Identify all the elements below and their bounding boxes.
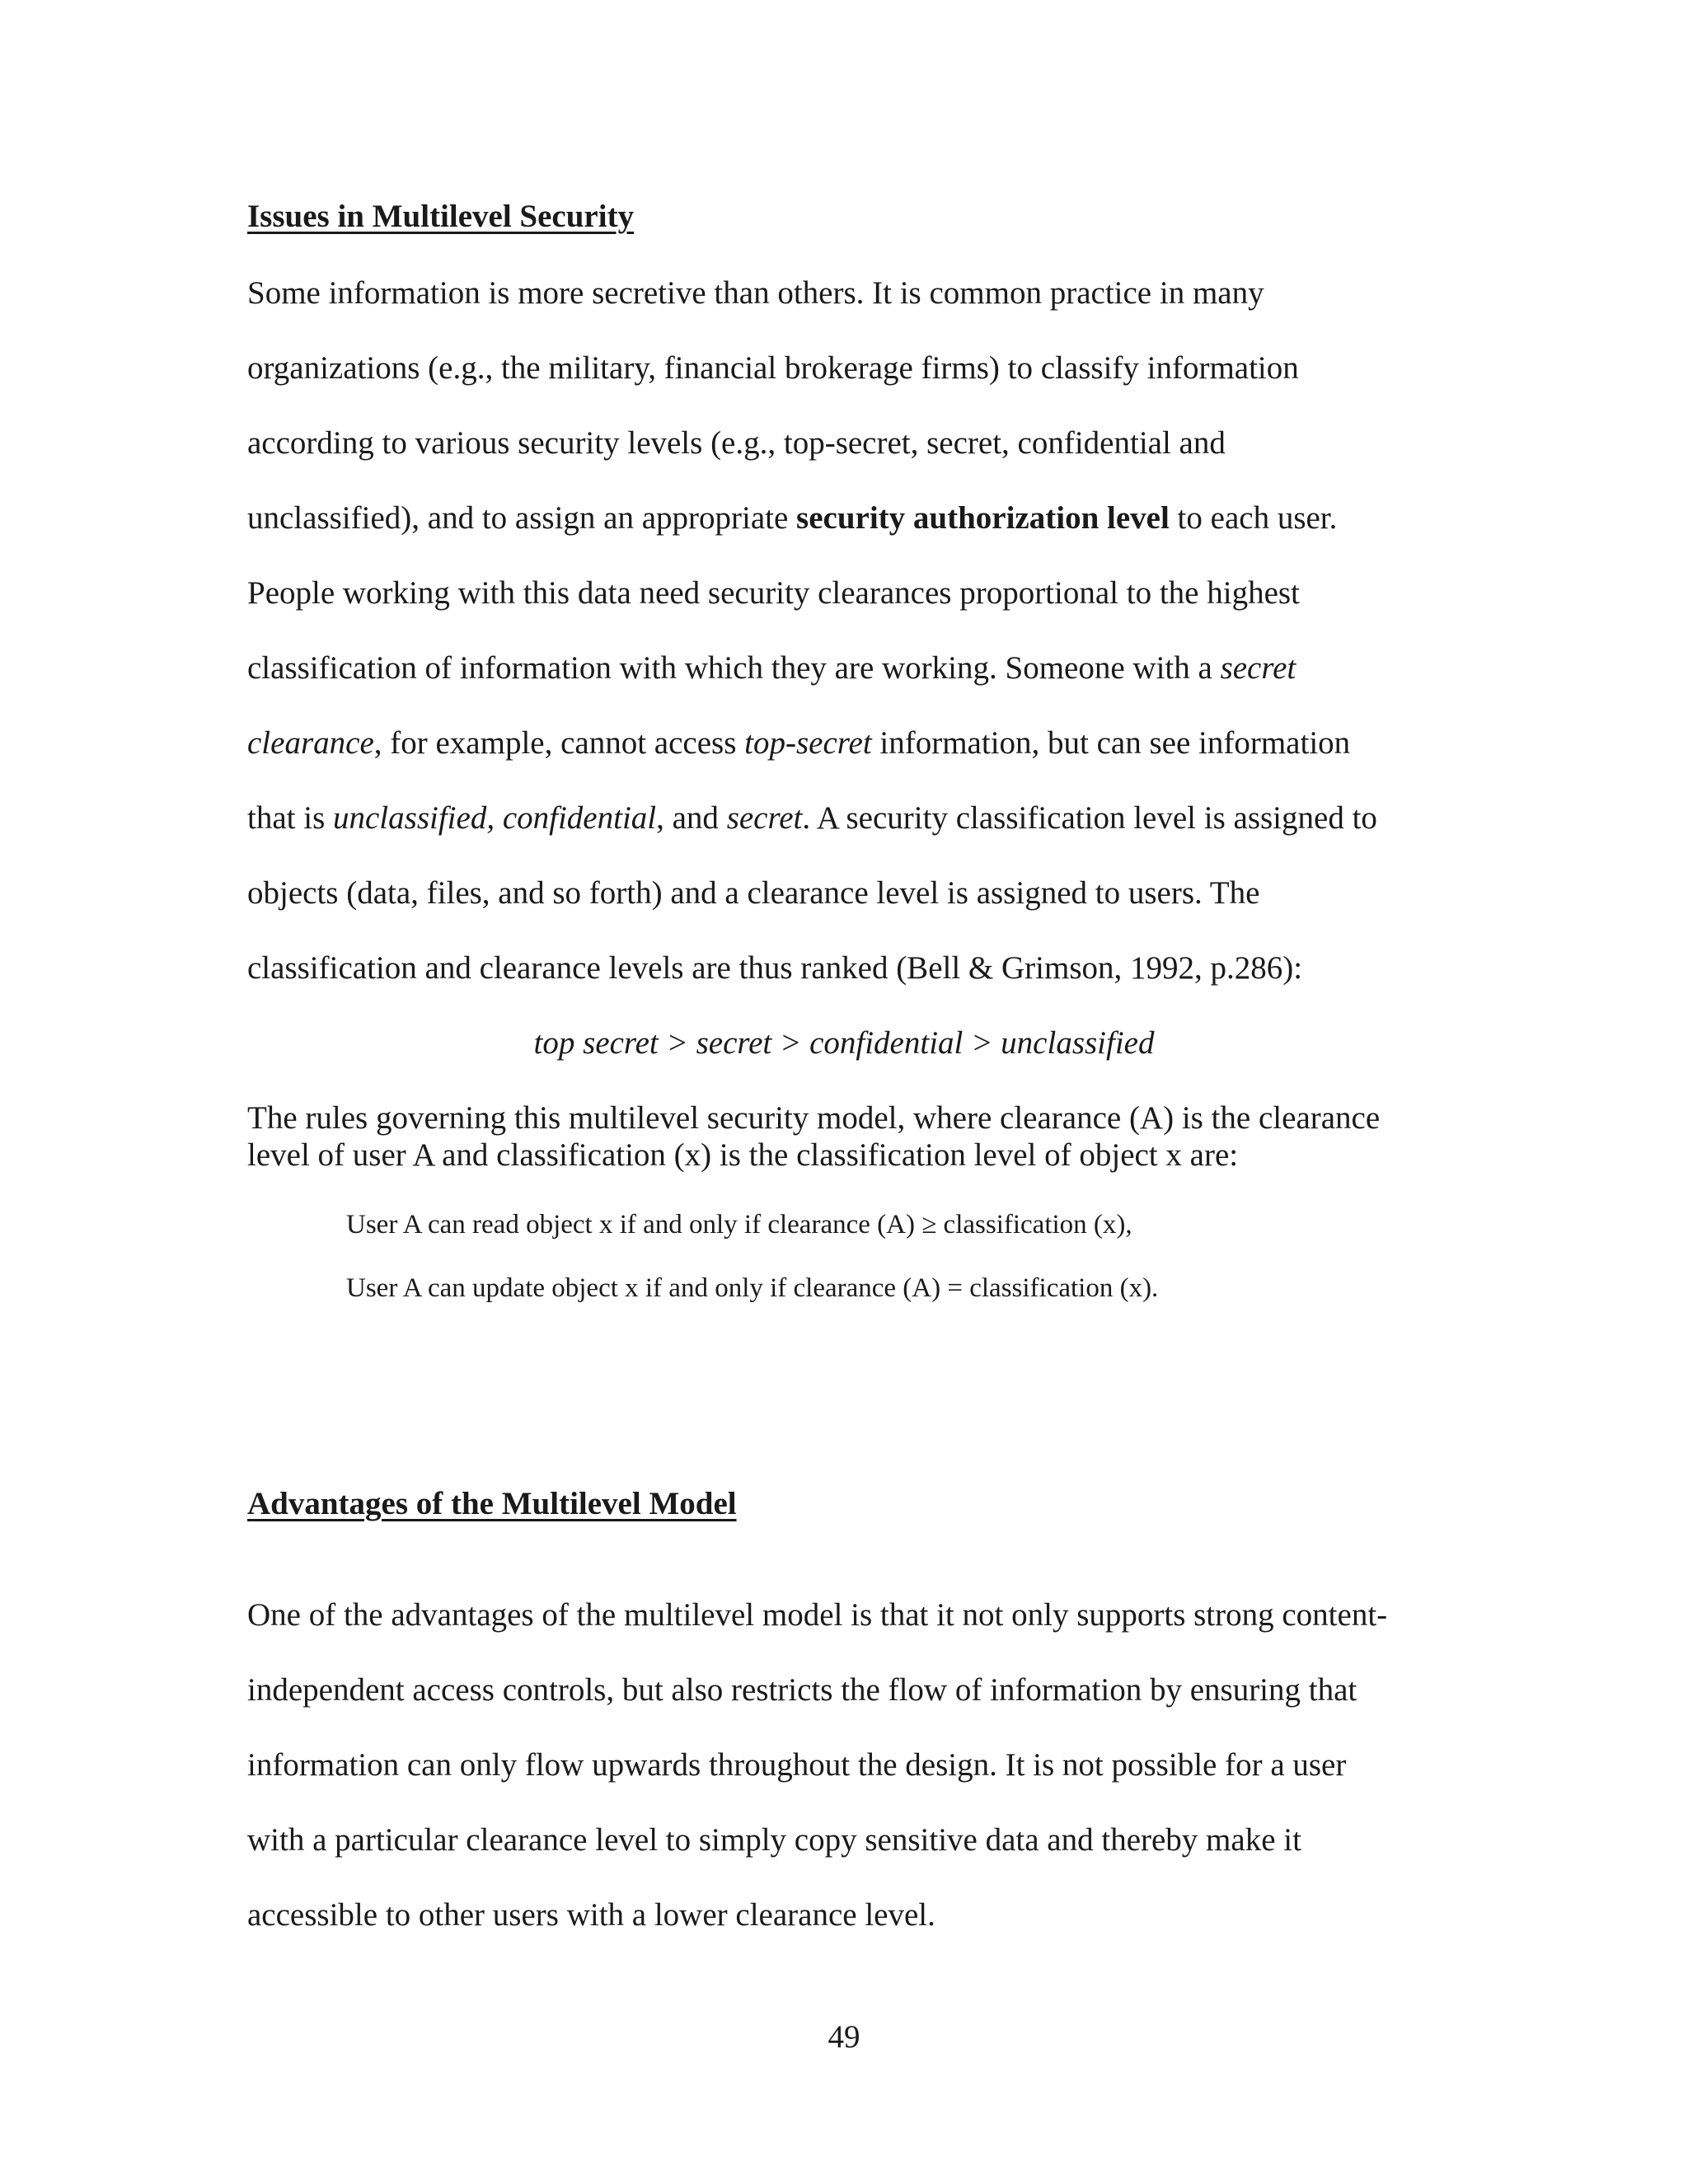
section-heading-issues: Issues in Multilevel Security <box>247 199 635 234</box>
page-number: 49 <box>828 2019 860 2055</box>
bold-term: security authorization level <box>796 500 1170 536</box>
read-rule: User A can read object x if and only if clearance (A) ≥ classification (x), <box>346 1210 1132 1240</box>
paragraph-line: One of the advantages of the multilevel model is that it not only supports strong content- <box>247 1597 1388 1633</box>
paragraph-line: accessible to other users with a lower clearance level. <box>247 1897 935 1933</box>
update-rule: User A can update object x if and only if clearance (A) = classification (x). <box>346 1273 1159 1303</box>
classification-ranking: top secret > secret > confidential > unclassified <box>533 1025 1155 1061</box>
paragraph-line: according to various security levels (e.g., top-secret, secret, confidential and <box>247 425 1226 461</box>
paragraph-line: People working with this data need security clearances proportional to the highest <box>247 575 1300 611</box>
section-heading-advantages: Advantages of the Multilevel Model <box>247 1486 737 1521</box>
paragraph-line: clearance, for example, cannot access top-secret information, but can see information <box>247 725 1351 761</box>
rules-intro-line: The rules governing this multilevel security model, where clearance (A) is the clearance <box>247 1100 1381 1136</box>
paragraph-line: organizations (e.g., the military, financial brokerage firms) to classify information <box>247 350 1299 386</box>
paragraph-line: classification and clearance levels are thus ranked (Bell & Grimson, 1992, p.286): <box>247 950 1303 986</box>
paragraph-line: objects (data, files, and so forth) and a clearance level is assigned to users. The <box>247 875 1260 911</box>
paragraph-line: independent access controls, but also restricts the flow of information by ensuring that <box>247 1672 1357 1708</box>
paragraph-line: information can only flow upwards throughout the design. It is not possible for a user <box>247 1747 1347 1783</box>
paragraph-line: that is unclassified, confidential, and secret. A security classification level is assigned to <box>247 800 1377 836</box>
paragraph-line: Some information is more secretive than others. It is common practice in many <box>247 275 1264 311</box>
rules-intro-line: level of user A and classification (x) is the classification level of object x are: <box>247 1137 1239 1173</box>
paragraph-line: with a particular clearance level to simply copy sensitive data and thereby make it <box>247 1822 1301 1858</box>
paragraph-line: classification of information with which they are working. Someone with a secret <box>247 650 1296 686</box>
paragraph-line: unclassified), and to assign an appropriate security authorization level to each user. <box>247 500 1338 536</box>
